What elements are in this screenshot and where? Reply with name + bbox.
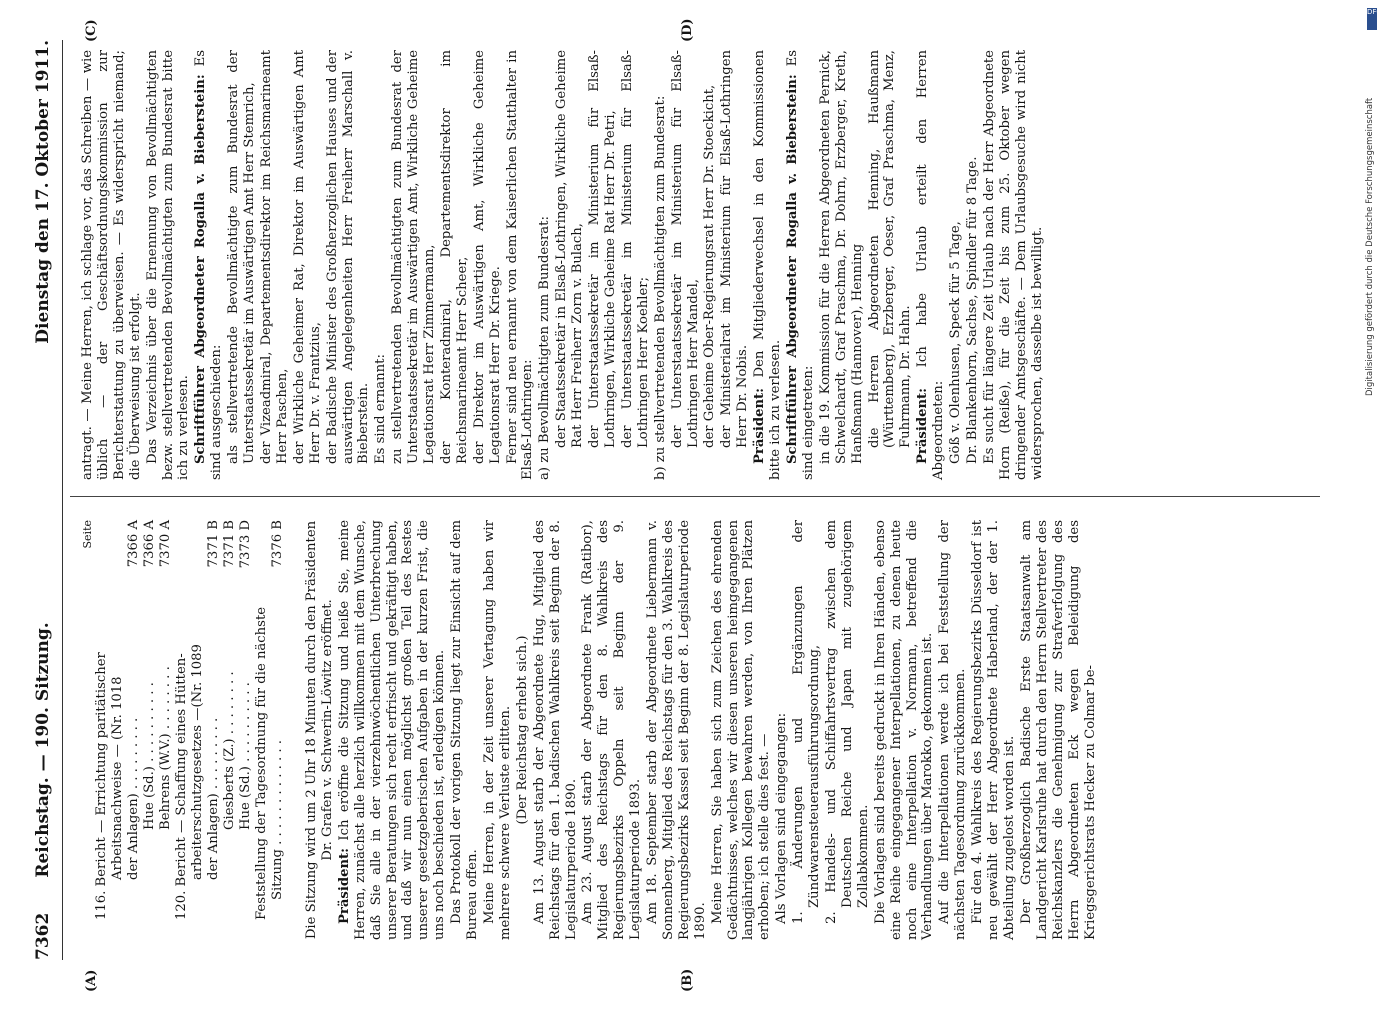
toc-page-ref: 7366 A [142, 520, 157, 568]
left-column [80, 520, 1099, 940]
paragraph [1019, 520, 1099, 940]
paragraph-text: Es sind eingetreten: [784, 50, 816, 480]
paragraph [702, 50, 718, 480]
paragraph [965, 50, 981, 480]
paragraph-text: Meine Herren, in der Zeit unserer Vertagung haben wir mehrere schwere Verluste erlitten. [481, 520, 513, 940]
margin-mark-d: (D) [680, 18, 695, 42]
toc-page-ref: 7366 A [126, 520, 141, 568]
toc-entry-text: arbeiterschutzgesetzes —(Nr. 1089 [190, 644, 205, 880]
toc-entry-text: Hue (Sd.) . . . . . . . . . . [142, 682, 157, 830]
paragraph-text: (Der Reichstag erhebt sich.) [514, 635, 530, 825]
paragraph [80, 50, 144, 480]
paragraph-text: Die Vorlagen sind bereits gedruckt in Ihren Händen, ebenso eine Reihe eingegangener Interpellationen, zu denen heute noch eine Interpellation v. Normann, betreffend die Verhandlungen über Marokko, gekommen ist. [872, 520, 936, 940]
toc-entry-text: Giesberts (Z.) . . . . . . . . [222, 671, 237, 830]
toc-row [174, 520, 190, 940]
page-header [30, 40, 64, 960]
paragraph-text: Auf die Interpellationen werde ich bei Feststellung der nächsten Tagesordnung zurückkommen. [937, 520, 969, 940]
paragraph [226, 50, 258, 480]
paragraph-text: Ich habe Urlaub erteilt den Herren Abgeordneten: [915, 50, 947, 480]
toc-page-ref: 7370 A [158, 520, 173, 568]
paragraph-text: in die 19. Kommission für die Herren Abgeordneten Pernick, Schwelchardt, Graf Praschma, Dr. Dohrn, Erzberger, Kreth, Hanßmann (Hannover), Henning [817, 50, 865, 464]
paragraph-text: Es sind ausgeschieden: [193, 50, 225, 480]
paragraph-text: b) zu stellvertretenden Bevollmächtigten zum Bundesrat: [652, 95, 668, 480]
header-left-title: Reichstag. — 190. Sitzung. [33, 622, 53, 878]
paragraph [515, 520, 531, 940]
toc-page-ref: 7371 B [206, 520, 221, 568]
paragraph-text: Die Sitzung wird um 2 Uhr 18 Minuten durch den Präsidenten Dr. Grafen v. Schwerin-Löwitz eröffnet. [304, 520, 335, 940]
paragraph [259, 50, 291, 480]
speaker-label: Präsident: [752, 387, 768, 464]
speaker-label: Präsident: [915, 387, 931, 464]
paragraph [325, 50, 373, 480]
speaker-label: Schriftführer Abgeordneter Rogalla v. Bieberstein: [193, 74, 209, 464]
toc-row [126, 520, 142, 940]
toc-entry-text: Behrens (W.V.) . . . . . . . . [158, 666, 173, 830]
paragraph-text: Meine Herren, Sie haben sich zum Zeichen des ehrenden Gedächtnisses, welches wir diesen unseren heimgegangenen langjährigen Kollegen bewahren werden, von Ihren Plätzen erhoben; ich stelle dies fest. — [709, 520, 773, 940]
paragraph [645, 520, 709, 940]
paragraph [752, 50, 784, 480]
paragraph [710, 520, 774, 940]
toc-row [158, 520, 174, 940]
paragraph [304, 520, 336, 940]
toc-row [190, 520, 206, 940]
paragraph-text: Am 18. September starb der Abgeordnete Liebermann v. Sonnenberg, Mitglied des Reichstags für den 3. Wahlkreis des Regierungsbezirks Kassel seit Beginn der 8. Legislaturperiode 1890. [645, 520, 708, 940]
toc-row [254, 520, 270, 940]
paragraph [791, 520, 823, 940]
paragraph-text: antragt. — Meine Herren, ich schlage vor, das Schreiben — wie üblich — der Geschäftsordnungskommission zur Berichterstattung zu überweisen. — Es widerspricht niemand; die Überweisung ist erfolgt. [80, 50, 143, 480]
paragraph [532, 520, 580, 940]
margin-mark-a: (A) [84, 969, 99, 992]
paragraph [193, 50, 225, 480]
toc-row [142, 520, 158, 940]
paragraph [873, 520, 937, 940]
speaker-label: Präsident: [336, 847, 352, 924]
paragraph-text: Für den 4. Wahlkreis des Regierungsbezirks Düsseldorf ist neu gewählt der Herr Abgeordnete Haberland, der der 1. Abteilung zugelost worden ist. [970, 520, 1017, 940]
paragraph-text: der Direktor im Auswärtigen Amt, Wirkliche Geheime Legationsrat Herr Dr. Kriege. [471, 50, 503, 464]
right-column-text [80, 50, 1045, 480]
paragraph [337, 520, 448, 940]
paragraph [937, 520, 969, 940]
header-rule [62, 40, 63, 960]
toc-row [270, 520, 286, 940]
paragraph [915, 50, 947, 480]
paragraph-text: Am 23. August starb der Abgeordnete Frank (Ratibor), Mitglied des Reichstags für den 8. Wahlkreis des Regierungsbezirks Oppeln seit Beginn der 9. Legislaturperiode 1893. [580, 520, 644, 940]
paragraph [390, 50, 438, 480]
toc-row [206, 520, 222, 940]
paragraph [867, 50, 915, 480]
paragraph-text: Göß v. Olenhusen, Speck für 5 Tage, [948, 221, 964, 464]
paragraph-text: Der Großherzoglich Badische Erste Staatsanwalt am Landgericht Karlsruhe hat durch den Herrn Stellvertreter des Reichskanzlers die Genehmigung zur Strafverfolgung des Herrn Abgeordneten Eck wegen Beleidigung des Kriegsgerichtsrats Hecker zu Colmar be- [1018, 520, 1098, 940]
toc-entry-text: der Anlagen) . . . . . . . . . [206, 717, 221, 880]
paragraph [449, 520, 481, 940]
toc-row [222, 520, 238, 940]
toc-page-ref: 7376 B [270, 520, 285, 568]
toc-entry-text: 116. Bericht — Errichtung paritätischer [94, 652, 109, 920]
toc-row [110, 520, 126, 940]
paragraph-text: der Vizeadmiral, Departementsdirektor im Reichsmarineamt Herr Paschen, [258, 50, 290, 464]
column-divider [70, 496, 1320, 497]
paragraph [587, 50, 619, 480]
paragraph [482, 520, 514, 940]
paragraph-text: der Staatssekretär in Elsaß-Lothringen, Wirkliche Geheime Rat Herr Freiherr Zorn v. Bulach, [554, 50, 586, 448]
paragraph-text: 1. Änderungen und Ergänzungen der Zündwarensteuerausführungsordnung, [791, 520, 823, 924]
paragraph [948, 50, 964, 480]
paragraph-text: Das Verzeichnis über die Ernennung von Bevollmächtigten bezw. stellvertretenden Bevollmächtigten zum Bundesrat bitte ich zu verlesen. [144, 50, 192, 480]
paragraph-text: der Unterstaatssekretär im Ministerium für Elsaß-Lothringen Herr Mandel, [669, 50, 701, 448]
dfg-logo: DFG [1367, 8, 1377, 30]
paragraph-text: die Herren Abgeordneten Henning, Haußmann (Württemberg), Erzberger, Oeser, Graf Praschma, Menz, Fuhrmann, Dr. Hahn. [866, 50, 914, 448]
margin-mark-b: (B) [680, 968, 695, 992]
paragraph [719, 50, 751, 480]
paragraph-text: Es sucht für längere Zeit Urlaub nach der Herr Abgeordnete Horn (Reiße), für die Zeit bis zum 25. Oktober wegen dringender Amtsgeschäfte. — Dem Urlaubsgesuche wird nicht widersprochen, dasselbe ist bewilligt. [981, 50, 1045, 480]
header-right-title: Dienstag den 17. Oktober 1911. [33, 40, 53, 344]
paragraph [505, 50, 537, 480]
toc-entry-text: Sitzung . . . . . . . . . . . . . [270, 740, 285, 900]
margin-mark-c: (C) [84, 19, 99, 42]
right-column [80, 50, 1046, 480]
seite-label: Seite [81, 520, 94, 549]
paragraph-text: der Badische Minister des Großherzoglichen Hauses und der auswärtigen Angelegenheiten Herr Freiherr Marschall v. Bieberstein. [324, 50, 372, 464]
paragraph [373, 50, 389, 480]
speaker-label: Schriftführer Abgeordneter Rogalla v. Bieberstein: [784, 74, 800, 464]
digitization-note: Digitalisierung gefördert durch die Deutsche Forschungsgemeinschaft [1365, 97, 1375, 396]
paragraph [620, 50, 652, 480]
paragraph [554, 50, 586, 480]
paragraph [439, 50, 471, 480]
toc-entry-text: der Anlagen) . . . . . . . . . [126, 717, 141, 880]
paragraph-text: Den Mitgliederwechsel in den Kommissionen bitte ich zu verlesen. [752, 50, 784, 480]
paragraph [670, 50, 702, 480]
paragraph [970, 520, 1018, 940]
toc-page-ref: 7371 B [222, 520, 237, 568]
paragraph-text: der Wirkliche Geheimer Rat, Direktor im Auswärtigen Amt Herr Dr. v. Frantzius, [291, 50, 323, 464]
toc-entry-text: Feststellung der Tagesordnung für die nächste [254, 606, 269, 920]
paragraph-text: Dr. Blankenhorn, Sachse, Spindler für 8 Tage. [964, 156, 980, 464]
page-number: 7362 [33, 912, 53, 960]
paragraph-text: der Geheime Ober-Regierungsrat Herr Dr. Stoeckicht, [702, 84, 718, 448]
paragraph [653, 50, 669, 480]
paragraph [824, 520, 872, 940]
paragraph [145, 50, 193, 480]
left-column-text [304, 520, 1098, 940]
paragraph [580, 520, 644, 940]
toc-entry-text: Hue (Sd.) . . . . . . . . . . [238, 682, 253, 830]
paragraph-text: Ich eröffne die Sitzung und heiße Sie, meine Herren, zunächst alle herzlich willkommen mit dem Wunsche, daß Sie alle in der vierzehnwöchentlichen Unterbrechung unserer Beratungen sich recht erfrischt und gekräftigt haben, und daß wir nun einen möglichst großen Teil des Restes unserer gesetzgeberischen Aufgaben in der kurzen Frist, die uns noch beschieden ist, erledigen können. [336, 520, 448, 940]
paragraph-text: Das Protokoll der vorigen Sitzung liegt zur Einsicht auf dem Bureau offen. [449, 520, 481, 940]
paragraph-text: zu stellvertretenden Bevollmächtigten zum Bundesrat der Unterstaatssekretär im Auswärtigen Amt, Wirkliche Geheime Legationsrat Herr Zimmermann, [390, 50, 438, 464]
paragraph-text: a) zu Bevollmächtigten zum Bundesrat: [537, 216, 553, 480]
toc-entry-text: Arbeitsnachweise — (Nr. 1018 [110, 676, 125, 880]
paragraph [472, 50, 504, 480]
paragraph-text: Ferner sind neu ernannt von dem Kaiserlichen Statthalter in Elsaß-Lothringen: [504, 50, 536, 480]
toc-row [94, 520, 110, 940]
paragraph [982, 50, 1046, 480]
paragraph [818, 50, 866, 480]
paragraph-text: der Konteradmiral, Departementsdirektor im Reichsmarineamt Herr Scheer, [438, 50, 470, 464]
paragraph [774, 520, 790, 940]
paragraph [537, 50, 553, 480]
paragraph-text: der Unterstaatssekretär im Ministerium für Elsaß-Lothringen, Wirkliche Geheime Rat Herr Dr. Petri, [587, 50, 618, 448]
paragraph-text: der Ministerialrat im Ministerium für Elsaß-Lothringen Herr Dr. Nobis. [719, 50, 751, 448]
paragraph [785, 50, 817, 480]
toc-entry-text: 120. Bericht — Schaffung eines Hütten- [174, 653, 189, 920]
paragraph [292, 50, 324, 480]
paragraph-text: 2. Handels- und Schiffahrtsvertrag zwischen dem Deutschen Reiche und Japan mit zugehörigem Zollabkommen. [824, 520, 871, 924]
paragraph-text: der Unterstaatssekretär im Ministerium für Elsaß-Lothringen Herr Koehler; [619, 50, 651, 448]
paragraph-text: Am 13. August starb der Abgeordnete Hug, Mitglied des Reichstags für den 1. badischen Wahlkreis seit Beginn der 8. Legislaturperiode 1890. [531, 520, 579, 940]
table-of-contents [94, 520, 286, 940]
toc-row [238, 520, 254, 940]
paragraph-text: als stellvertretende Bevollmächtigte zum Bundesrat der Unterstaatssekretär im Auswärtigen Amt Herr Stemrich, [226, 50, 258, 464]
toc-page-ref: 7373 D [238, 520, 253, 569]
paragraph-text: Es sind ernannt: [373, 354, 389, 464]
paragraph-text: Als Vorlagen sind eingegangen: [774, 712, 790, 924]
